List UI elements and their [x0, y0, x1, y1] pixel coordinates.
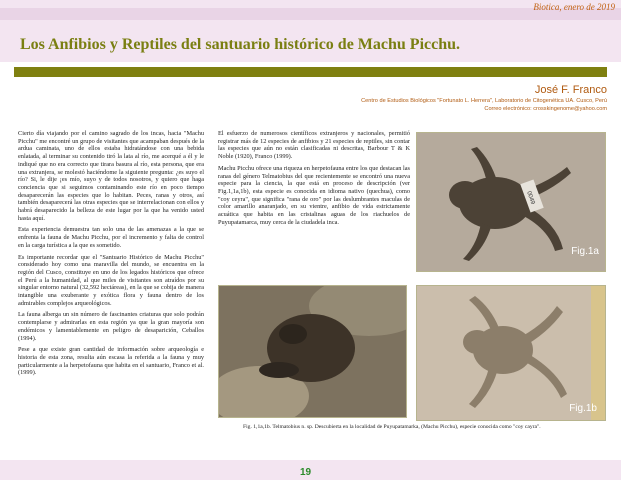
- author-name: José F. Franco: [534, 84, 607, 96]
- paragraph: El esfuerzo de numerosos científicos extranjeros y nacionales, permitió registrar más de 12 especies de anfibios y 21 especies de reptiles, sin contar las especies que aún no están clasificadas ni descritas, Barbour T & K Noble (1920), Franco (1999).: [218, 130, 410, 161]
- paragraph: La fauna alberga un sin número de fascinantes criaturas que solo podrán contemplarse y admirarlas en esta región ya que la gran mayoría son endémicos y lamentablemente en peligro de desaparición, Ceballos (1994).: [18, 311, 204, 342]
- specimen-tag-text: 0049: [525, 190, 536, 206]
- figure-tag-1b: Fig.1b: [569, 403, 597, 414]
- frog-ventral-illustration: [417, 286, 605, 420]
- title-rule: [14, 67, 607, 77]
- figure-caption: Fig. 1,1a,1b. Telmatobius n. sp. Descubierta en la localidad de Puyupatamarka, (Machu Picchu), especie conocida como "coy cayra".: [243, 424, 541, 430]
- body-column-1: [18, 130, 204, 381]
- paragraph: Es importante recordar que el "Santuario Histórico de Machu Picchu" considerado hoy como una maravilla del mundo, se encuentra en la región del Cusco, constituye en uno de los legados históricos que ofrece el Perú a la humanidad, al que miles de visitantes son atraídos por su singular entorno natural (32,592 hectáreas), en la que se cobija de manera intangible una exuberante y exótica flora y fauna dentro de los admirables complejos arqueológicos.: [18, 253, 204, 307]
- paragraph: Pese a que existe gran cantidad de información sobre arqueología e historia de esta zona, resulta aún escasa la referida a la fauna y muy particularmente a la herpetofauna que habita en el santuario, Franco et al. (1999).: [18, 346, 204, 377]
- paragraph: Machu Picchu ofrece una riqueza en herpetofauna entre los que destacan las ranas del género Telmatobius del que recientemente se encontró una nueva especie para la ciencia, la que está en proceso de descripción (ver Fig.1,1a,1b), esta especie es conocida en idioma nativo (quechua), como "coy ceyra", que significa "rana de oro" por las deslumbrantes maculas de color amarillo anaranjado, en su vientre, anfibio de vida estrictamente acuática que habita en las cristalinas aguas de los riachuelos de Puyupatamarca, muy cerca de la ciudadela inca.: [218, 164, 410, 226]
- issue-label: Biotica, enero de 2019: [533, 2, 615, 12]
- frog-ventral-photo: [416, 285, 606, 421]
- affiliation-text: Centro de Estudios Biológicos "Fortunato L. Herrera", Laboratorio de Citogenética UA. Cusco, Perú: [361, 98, 607, 104]
- header-strip: [0, 8, 621, 20]
- paragraph: Esta experiencia demuestra tan solo una de las amenazas a la que se enfrenta la fauna de Machu Picchu, por el incremento y falta de control en la carga turística a la que es sometido.: [18, 226, 204, 249]
- paragraph: Cierto día viajando por el camino sagrado de los incas, hacia "Machu Picchu" me encontré un grupo de visitantes que acampaban después de la ardua caminata, uno de ellos estaba hidratándose con una bebida enlatada, al terminar su contenido tiró la lata al río, me acerqué a él y le indiqué que no era correcto que tirara basura al río, esta persona, que era una extranjera, se molestó haciéndome la siguiente pregunta: ¿es suyo el río? Si, le dije ¡es mío, suyo y de todos nosotros, y quiero que haga conciencia que si seguimos contaminando este río en poco tiempo desaparecerán las especies que lo habitan. Peces, ranas y otros, así también desaparecerá las otras especies que se interrelacionan con ellos y habrá desaparecido la belleza de este lugar por la que ha venido usted hasta aquí.: [18, 130, 204, 222]
- body-column-2: [218, 130, 410, 230]
- figure-tag-1a: Fig.1a: [571, 246, 599, 257]
- page-number: 19: [300, 467, 312, 478]
- author-affiliation: [207, 97, 607, 113]
- frog-habitat-illustration: [219, 286, 406, 417]
- frog-habitat-photo: [218, 285, 407, 418]
- author-email: Correo electrónico: crosskingenome@yahoo.com: [484, 106, 607, 112]
- frog-dorsal-photo: [416, 132, 606, 272]
- article-title: Los Anfibios y Reptiles del santuario histórico de Machu Picchu.: [20, 36, 461, 53]
